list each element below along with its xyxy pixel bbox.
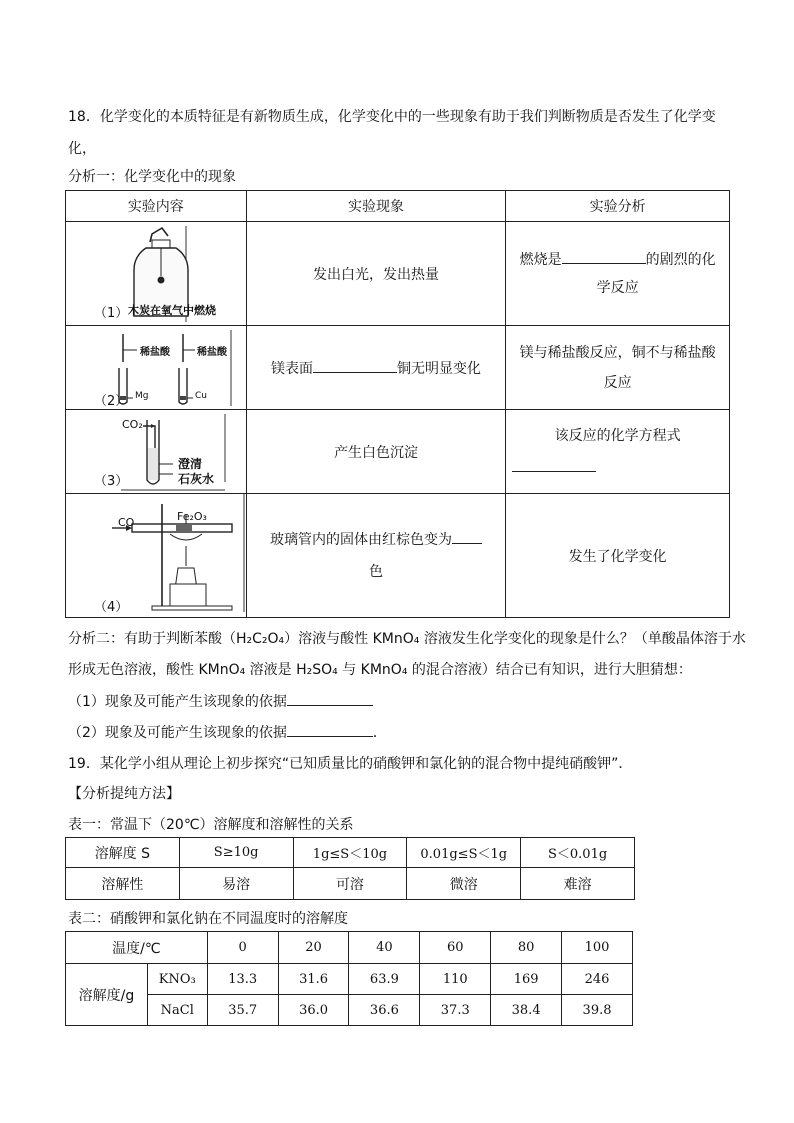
row4-figure-cell [66,494,247,618]
table1-title: 表一：常温下（20℃）溶解度和溶解性的关系 [68,817,354,833]
row1-caption: 木炭在氧气中燃烧 [128,304,216,317]
row2-metal-left: Mg [135,391,149,401]
blank-color[interactable] [452,529,482,544]
analysis1-title: 分析一：化学变化中的现象 [68,169,236,185]
blank-combustion[interactable] [562,249,646,264]
t1-r1-c5: S＜0.01g [521,838,635,868]
row4-analysis: 发生了化学变化 [506,494,730,618]
t2-nacl-2: 36.6 [349,995,420,1026]
t2-temp-2: 40 [349,932,420,964]
t2-kno3-4: 169 [491,964,562,995]
q18-stem: 18．化学变化的本质特征是有新物质生成，化学变化中的一些现象有助于我们判断物质是否发生了化学变 [68,109,716,125]
t2-sol-label: 溶解度/g [66,964,148,1026]
row2-metal-right: Cu [195,391,207,401]
t2-nacl-0: 35.7 [207,995,278,1026]
t1-r1-c3: 1g≤S＜10g [293,838,407,868]
t2-kno3-1: 31.6 [278,964,349,995]
method-title: 【分析提纯方法】 [68,786,180,802]
t1-r2-c4: 微溶 [407,868,521,900]
t2-temp-5: 100 [562,932,633,964]
t2-nacl-5: 39.8 [562,995,633,1026]
guess2: （2）现象及可能产生该现象的依据 ． [68,722,387,742]
row2-reagent-left: 稀盐酸 [140,347,170,358]
guess1-blank[interactable] [287,691,373,706]
row4-solid: Fe₂O₃ [177,510,207,523]
row3-liquid-b: 石灰水 [178,472,215,486]
row2-analysis: 镁与稀盐酸反应，铜不与稀盐酸 反应 [506,326,730,410]
solubility-class-table [65,837,635,900]
row1-phenomenon: 发出白光，发出热量 [246,222,506,326]
t2-kno3-3: 110 [420,964,491,995]
row4-label: （4） [94,600,129,615]
header-content: 实验内容 [66,191,247,222]
header-phenomenon: 实验现象 [246,191,506,222]
t1-r2-c1: 溶解性 [66,868,180,900]
row4-gas: CO [118,516,135,529]
t2-nacl-label: NaCl [147,995,207,1026]
row1-figure-cell [66,222,247,326]
row2-reagent-right: 稀盐酸 [197,347,227,358]
test-tubes-figure [111,328,241,408]
row1-label: （1） [94,306,129,321]
t2-kno3-0: 13.3 [207,964,278,995]
row3-gas: CO₂ [122,418,143,431]
q18-stem-cont: 化， [68,141,96,157]
blank-magnesium[interactable] [313,358,397,373]
t1-r1-c4: 0.01g≤S＜1g [407,838,521,868]
t2-kno3-5: 246 [562,964,633,995]
t2-temp-1: 20 [278,932,349,964]
t2-nacl-1: 36.0 [278,995,349,1026]
row3-analysis: 该反应的化学方程式 [506,410,730,494]
row4-phenomenon: 玻璃管内的固体由红棕色变为 色 [246,494,506,618]
solubility-data-table [65,931,633,1026]
table2-title: 表二：硝酸钾和氯化钠在不同温度时的溶解度 [68,911,348,927]
guess1: （1）现象及可能产生该现象的依据 [68,691,373,711]
header-analysis: 实验分析 [506,191,730,222]
row1-analysis: 燃烧是 的剧烈的化 学反应 [506,222,730,326]
t2-temp-4: 80 [491,932,562,964]
t1-r2-c3: 可溶 [293,868,407,900]
t2-kno3-2: 63.9 [349,964,420,995]
t1-r1-c2: S≥10g [179,838,293,868]
t2-temp-label: 温度/℃ [66,932,208,964]
row2-figure-cell [66,326,247,410]
row2-label: （2） [94,394,129,409]
t2-temp-0: 0 [207,932,278,964]
analysis2-line1: 分析二：有助于判断苯酸（H₂C₂O₄）溶液与酸性 KMnO₄ 溶液发生化学变化的现象是什么？（单酸晶体溶于水 [68,631,746,647]
t1-r2-c2: 易溶 [179,868,293,900]
t2-temp-3: 60 [420,932,491,964]
guess2-blank[interactable] [287,722,373,737]
q19-stem: 19．某化学小组从理论上初步探究“已知质量比的硝酸钾和氯化钠的混合物中提纯硝酸钾”． [68,756,633,772]
row3-liquid-a: 澄清 [178,457,203,471]
t2-kno3-label: KNO₃ [147,964,207,995]
t1-r1-c1: 溶解度 S [66,838,180,868]
experiment-table [65,190,730,618]
analysis2-line2: 形成无色溶液，酸性 KMnO₄ 溶液是 H₂SO₄ 与 KMnO₄ 的混合溶液）结合已有知识，进行大胆猜想： [68,662,692,678]
blank-equation[interactable] [512,457,596,472]
row3-label: （3） [94,474,129,489]
t2-nacl-4: 38.4 [491,995,562,1026]
t1-r2-c5: 难溶 [521,868,635,900]
row3-phenomenon: 产生白色沉淀 [246,410,506,494]
row3-figure-cell [66,410,247,494]
row2-phenomenon: 镁表面 铜无明显变化 [246,326,506,410]
t2-nacl-3: 37.3 [420,995,491,1026]
